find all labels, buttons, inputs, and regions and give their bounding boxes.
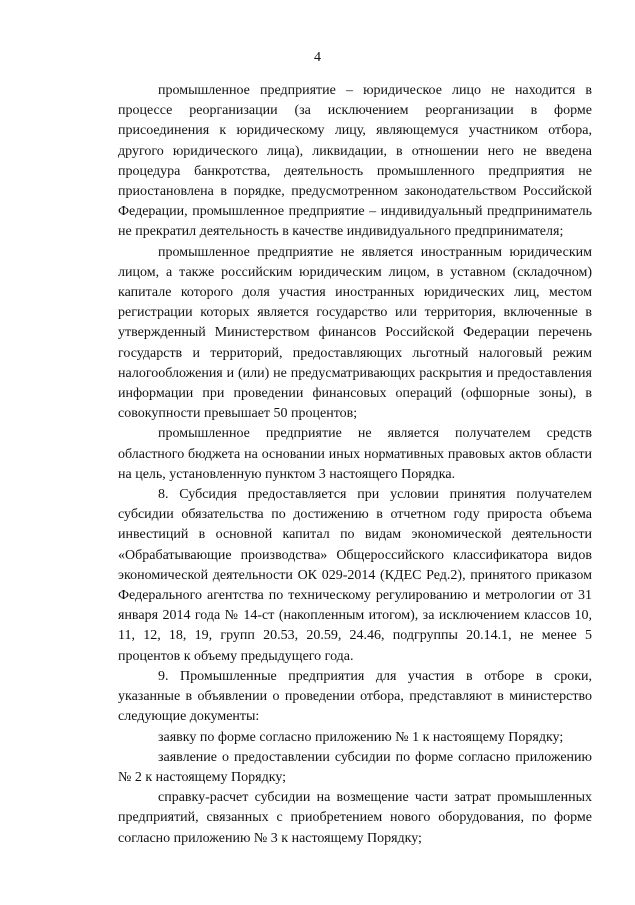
document-body [118,81,592,849]
paragraph-budget-funds-condition: промышленное предприятие не является получателем средств областного бюджета на основании иных нормативных правовых актов области на цель, установленную пунктом 3 настоящего Порядка. [118,426,592,482]
paragraph-item-8: 8. Субсидия предоставляется при условии принятия получателем субсидии обязательства по достижению в отчетном году прироста объема инвестиций в основной капитал по видам экономической деятельности «Обрабатывающие производства» Общероссийского классификатора видов экономической деятельности ОК 029-2014 (КДЕС Ред.2), принятого приказом Федерального агентства по техническому регулированию и метрологии от 31 января 2014 года № 14-ст (накопленным итогом), за исключением классов 10, 11, 12, 18, 19, групп 20.53, 20.59, 24.46, подгруппы 20.14.1, не менее 5 процентов к объему предыдущего года. [118,487,592,664]
paragraph-subsidy-calculation: справку-расчет субсидии на возмещение части затрат промышленных предприятий, связанных с приобретением нового оборудования, по форме согласно приложению № 3 к настоящему Порядку; [118,790,592,846]
paragraph-reorganization-condition: промышленное предприятие – юридическое лицо не находится в процессе реорганизации (за исключением реорганизации в форме присоединения к юридическому лицу, являющемуся участником отбора, другого юридического лица), ликвидации, в отношении него не введена процедура банкротства, деятельность промышленного предприятия не приостановлена в порядке, предусмотренном законодательством Российской Федерации, промышленное предприятие – индивидуальный предприниматель не прекратил деятельность в качестве индивидуального предпринимателя; [118,83,592,240]
paragraph-subsidy-statement: заявление о предоставлении субсидии по форме согласно приложению № 2 к настоящему Порядку; [118,749,592,785]
paragraph-item-9: 9. Промышленные предприятия для участия в отборе в сроки, указанные в объявлении о проведении отбора, представляют в министерство следующие документы: [118,668,592,725]
page-number: 4 [314,50,321,65]
paragraph-application-form: заявку по форме согласно приложению № 1 к настоящему Порядку; [158,729,564,745]
paragraph-foreign-entity-condition: промышленное предприятие не является иностранным юридическим лицом, а также российским юридическим лицом, в уставном (складочном) капитале которого доля участия иностранных юридических лиц, местом регистрации которых является государство или территория, включенные в утвержденный Министерством финансов Российской Федерации перечень государств и территорий, предоставляющих льготный налоговый режим налогообложения и (или) не предусматривающих раскрытия и предоставления информации при проведении финансовых операций (офшорные зоны), в совокупности превышает 50 процентов; [118,244,592,422]
